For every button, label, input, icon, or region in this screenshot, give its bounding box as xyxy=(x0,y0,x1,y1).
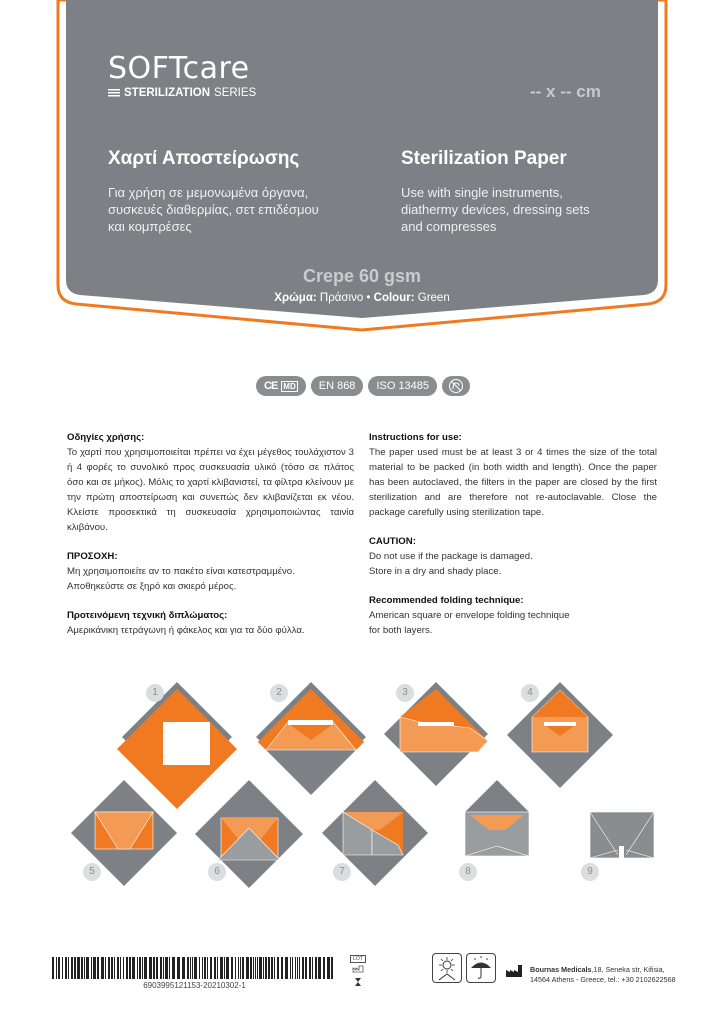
barcode-bar xyxy=(217,957,218,979)
step-number: 5 xyxy=(83,863,101,881)
md-mark: MD xyxy=(283,381,296,391)
symbol-column xyxy=(350,955,366,991)
barcode-bar xyxy=(297,957,298,979)
greek-caution-heading: ΠΡΟΣΟΧΗ: xyxy=(67,551,118,562)
barcode-bar xyxy=(235,957,236,979)
barcode-bar xyxy=(246,957,249,979)
manufacture-date-icon xyxy=(352,965,364,973)
barcode-bar xyxy=(274,957,275,979)
barcode-bar xyxy=(187,957,189,979)
barcode-bar xyxy=(52,957,54,979)
step-number: 1 xyxy=(146,684,164,702)
greek-caution-line: Μη χρησιμοποιείτε αν το πακέτο είναι κατεστραμμένο. xyxy=(67,566,295,577)
barcode-bar xyxy=(108,957,110,979)
barcode-bar xyxy=(240,957,241,979)
barcode-bar xyxy=(114,957,115,979)
barcode-bar xyxy=(132,957,135,979)
english-subtitle-line: diathermy devices, dressing sets xyxy=(401,202,590,217)
barcode-bar xyxy=(327,957,330,979)
step-number: 8 xyxy=(459,863,477,881)
barcode-bar xyxy=(163,957,164,979)
do-not-reuse-icon xyxy=(448,378,464,394)
softcare-logo: SOFTcare xyxy=(108,51,250,86)
barcode-bar xyxy=(160,957,162,979)
barcode-bar xyxy=(101,957,104,979)
step-8-diagram xyxy=(465,780,529,856)
barcode-bar xyxy=(192,957,193,979)
barcode-bar xyxy=(290,957,291,979)
certification-badges xyxy=(256,376,470,396)
english-folding-heading: Recommended folding technique: xyxy=(369,595,524,606)
greek-instructions-heading: Οδηγίες χρήσης: xyxy=(67,432,145,443)
manufacturer-name: Bournas Medicals xyxy=(530,965,592,974)
barcode-bar xyxy=(268,957,270,979)
barcode-bar xyxy=(199,957,200,979)
barcode-bar xyxy=(86,957,89,979)
barcode-number: 6903995121153-20210302-1 xyxy=(143,981,246,990)
barcode-bar xyxy=(129,957,131,979)
barcode-bar xyxy=(323,957,325,979)
barcode-bar xyxy=(281,957,283,979)
greek-subtitle xyxy=(108,184,368,235)
greek-instructions xyxy=(67,430,354,652)
barcode-bar xyxy=(65,957,67,979)
barcode-bar xyxy=(77,957,80,979)
greek-subtitle-line: Για χρήση σε μεμονωμένα όργανα, xyxy=(108,185,309,200)
barcode-bar xyxy=(81,957,83,979)
barcode-bar xyxy=(253,957,254,979)
barcode-bar xyxy=(242,957,244,979)
barcode-bar xyxy=(271,957,273,979)
barcode-bar xyxy=(144,957,147,979)
barcode-bar xyxy=(309,957,311,979)
barcode-bar xyxy=(182,957,185,979)
barcode-bar xyxy=(58,957,60,979)
colour-gr-value: Πράσινο xyxy=(319,292,364,304)
barcode-bar xyxy=(226,957,229,979)
greek-header xyxy=(108,148,368,235)
barcode-bar xyxy=(194,957,197,979)
greek-folding-body: Αμερικάνικη τετράγωνη ή φάκελος και για τα δύο φύλλα. xyxy=(67,625,305,636)
single-use-badge xyxy=(442,376,470,396)
barcode-bar xyxy=(305,957,307,979)
greek-caution-line: Αποθηκεύστε σε ξηρό και σκιερό μέρος. xyxy=(67,581,237,592)
barcode-bar xyxy=(331,957,333,979)
english-folding-line: American square or envelope folding technique xyxy=(369,610,570,621)
step-number: 9 xyxy=(581,863,599,881)
barcode-bar xyxy=(123,957,124,979)
barcode-bar xyxy=(149,957,152,979)
english-subtitle-line: and compresses xyxy=(401,219,497,234)
english-header xyxy=(401,148,661,235)
barcode-bar xyxy=(62,957,63,979)
storage-icons xyxy=(432,953,496,983)
colour-en-label: Colour: xyxy=(373,292,415,304)
barcode-bar xyxy=(139,957,141,979)
barcode-bar xyxy=(312,957,313,979)
folding-diagrams xyxy=(0,670,724,900)
barcode-bar xyxy=(71,957,73,979)
barcode-bar xyxy=(117,957,119,979)
barcode-bar xyxy=(265,957,267,979)
manufacturer-info xyxy=(506,965,676,985)
barcode-bar xyxy=(91,957,92,979)
barcode-bar xyxy=(120,957,121,979)
manufacturer-factory-icon xyxy=(506,965,524,977)
barcode-bar xyxy=(259,957,262,979)
lines-icon xyxy=(108,89,120,98)
barcode xyxy=(52,957,337,979)
barcode-bar xyxy=(207,957,208,979)
barcode-bar xyxy=(277,957,279,979)
manufacturer-address: ,18, Seneka str, Kifisia, xyxy=(591,965,665,974)
english-folding-line: for both layers. xyxy=(369,625,433,636)
barcode-bar xyxy=(56,957,57,979)
barcode-bar xyxy=(137,957,138,979)
barcode-bar xyxy=(97,957,99,979)
barcode-bar xyxy=(257,957,258,979)
greek-subtitle-line: συσκευές διαθερμίας, σετ επιδέσμου xyxy=(108,202,319,217)
lot-icon: LOT xyxy=(350,955,366,963)
barcode-bar xyxy=(190,957,191,979)
separator: • xyxy=(366,292,371,304)
barcode-bar xyxy=(84,957,85,979)
greek-title: Χαρτί Αποστείρωσης xyxy=(108,148,300,169)
english-subtitle xyxy=(401,184,661,235)
brand-logo xyxy=(108,51,257,100)
barcode-bar xyxy=(111,957,113,979)
keep-dry-umbrella-icon xyxy=(466,953,496,983)
barcode-bar xyxy=(285,957,288,979)
barcode-bar xyxy=(231,957,233,979)
series-label xyxy=(108,86,256,100)
barcode-bar xyxy=(238,957,239,979)
series-light: SERIES xyxy=(214,87,257,99)
barcode-bar xyxy=(302,957,304,979)
barcode-bar xyxy=(250,957,252,979)
barcode-bar xyxy=(318,957,321,979)
barcode-bar xyxy=(210,957,212,979)
barcode-bar xyxy=(172,957,175,979)
step-1-diagram xyxy=(117,682,237,809)
barcode-bar xyxy=(204,957,206,979)
english-subtitle-line: Use with single instruments, xyxy=(401,185,563,200)
barcode-bar xyxy=(315,957,317,979)
english-caution-heading: CAUTION: xyxy=(369,536,416,547)
series-bold: STERILIZATION xyxy=(124,87,211,99)
barcode-bar xyxy=(177,957,180,979)
expiry-hourglass-icon xyxy=(353,977,363,987)
barcode-bar xyxy=(263,957,264,979)
english-title: Sterilization Paper xyxy=(401,148,567,169)
colour-en-value: Green xyxy=(417,292,450,304)
barcode-bar xyxy=(165,957,168,979)
barcode-bar xyxy=(214,957,216,979)
barcode-bar xyxy=(74,957,76,979)
step-number: 4 xyxy=(521,684,539,702)
colour-gr-label: Χρώμα: xyxy=(274,292,317,304)
keep-away-from-sunlight-icon xyxy=(432,953,462,983)
iso-badge: ISO 13485 xyxy=(368,376,437,396)
greek-instructions-body: Το χαρτί που χρησιμοποιείται πρέπει να έχει μέγεθος τουλάχιστον 3 ή 4 φορές το συνολικό προς συσκευασία υλικό (τόσο σε πλάτος όσο και σε μήκος). Μόλις το χαρτί κλιβανιστεί, τα φίλτρα κλείνουν με την πρώτη αποστείρωση και συνεπώς δεν κλιβανίζεται εκ νέου. Κλείστε προσεκτικά τη συσκευασία χρησιμοποιώντας ταινία κλιβάνου. xyxy=(67,447,354,533)
manufacturer-address-line2: 14564 Athens - Greece, tel.: +30 2102622568 xyxy=(530,975,676,984)
barcode-bar xyxy=(142,957,143,979)
english-instructions xyxy=(369,430,657,652)
english-caution-line: Do not use if the package is damaged. xyxy=(369,551,533,562)
greek-subtitle-line: και κομπρέσες xyxy=(108,219,192,234)
barcode-bar xyxy=(220,957,223,979)
barcode-bar xyxy=(153,957,155,979)
greek-folding-heading: Προτεινόμενη τεχνική διπλώματος: xyxy=(67,610,228,621)
barcode-bar xyxy=(202,957,203,979)
english-instructions-body: The paper used must be at least 3 or 4 times the size of the total material to be packed (in both width and length). Once the paper has been autoclaved, the filters in the paper are closed by the first sterilization and are therefore not re-autoclavable. Close the package carefully using sterilization tape. xyxy=(369,447,657,518)
barcode-bar xyxy=(299,957,300,979)
barcode-bar xyxy=(224,957,225,979)
barcode-bar xyxy=(156,957,158,979)
barcode-bar xyxy=(292,957,293,979)
barcode-bar xyxy=(255,957,256,979)
product-grade: Crepe 60 gsm xyxy=(302,266,422,286)
step-9-diagram xyxy=(590,812,654,858)
barcode-bar xyxy=(169,957,170,979)
english-instructions-heading: Instructions for use: xyxy=(369,432,462,443)
barcode-bar xyxy=(126,957,128,979)
colour-line xyxy=(0,292,724,304)
step-number: 6 xyxy=(208,863,226,881)
step-number: 7 xyxy=(333,863,351,881)
step-number: 2 xyxy=(270,684,288,702)
english-caution-line: Store in a dry and shady place. xyxy=(369,566,502,577)
step-number: 3 xyxy=(396,684,414,702)
ce-mark: CE xyxy=(264,380,278,392)
barcode-bar xyxy=(93,957,96,979)
en868-badge: EN 868 xyxy=(311,376,364,396)
ce-md-badge xyxy=(256,376,306,396)
barcode-bar xyxy=(68,957,69,979)
size-label: -- x -- cm xyxy=(530,82,601,101)
barcode-bar xyxy=(295,957,296,979)
barcode-bar xyxy=(105,957,106,979)
